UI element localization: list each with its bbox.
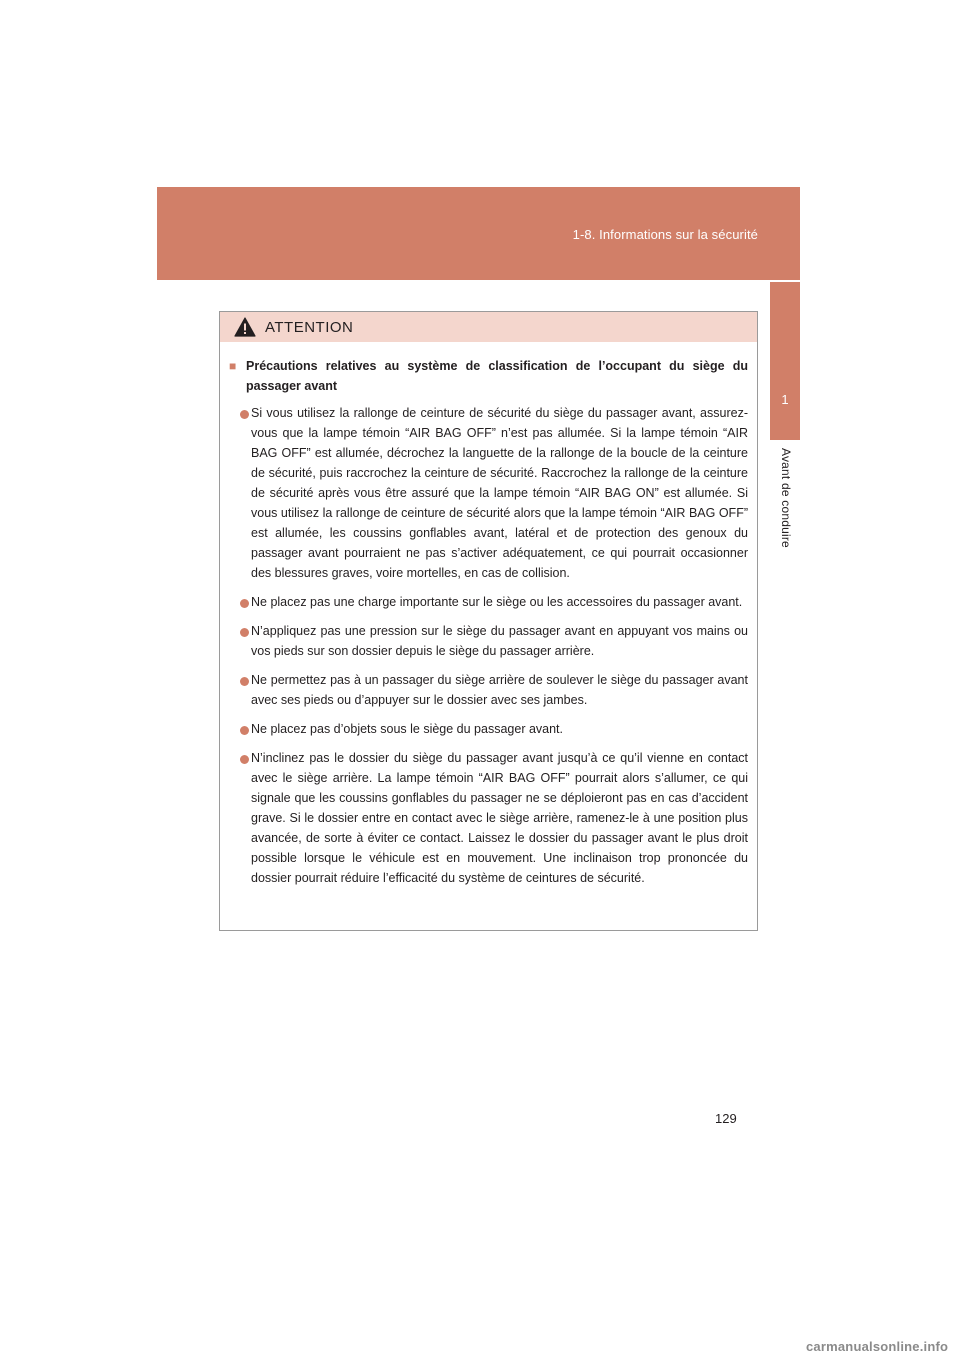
warning-header — [220, 312, 757, 342]
warning-body — [220, 342, 757, 888]
list-item — [229, 670, 748, 710]
list-item — [229, 592, 748, 612]
bullet-dot-icon — [240, 410, 249, 419]
chapter-side-label-text: Avant de conduire — [779, 448, 793, 548]
list-item — [229, 621, 748, 661]
list-item — [229, 748, 748, 888]
list-item-text: Ne permettez pas à un passager du siège arrière de soulever le siège du passager avant avec ses pieds ou d’appuyer sur le dossier avec ses jambes. — [251, 673, 748, 707]
bullet-dot-icon — [240, 599, 249, 608]
subhead-square-marker: ■ — [229, 359, 237, 373]
warning-triangle-icon — [234, 317, 256, 337]
section-title: 1-8. Informations sur la sécurité — [572, 227, 758, 242]
bullet-dot-icon — [240, 755, 249, 764]
watermark: carmanualsonline.info — [806, 1339, 949, 1354]
warning-bullet-list — [229, 403, 748, 888]
warning-subhead-text: Précautions relatives au système de classification de l’occupant du siège du passager avant — [246, 359, 748, 393]
bullet-dot-icon — [240, 726, 249, 735]
bullet-dot-icon — [240, 628, 249, 637]
warning-box — [219, 311, 758, 931]
chapter-tab — [770, 282, 800, 440]
page-number: 129 — [715, 1111, 737, 1126]
list-item-text: Si vous utilisez la rallonge de ceinture de sécurité du siège du passager avant, assurez-vous que la lampe témoin “AIR BAG OFF” n’est pas allumée. Si la lampe témoin “AIR BAG OFF” est allumée, décrochez la languette de la rallonge de la boucle de la ceinture de sécurité, puis raccrochez la ceinture de sécurité. Raccrochez la rallonge de la ceinture de sécurité après vous être assuré que la lampe témoin “AIR BAG ON” est allumée. Si vous utilisez la rallonge de ceinture de sécurité alors que la lampe témoin “AIR BAG OFF” est allumée, les coussins gonflables avant, latéral et de protection des genoux du passager avant pourraient ne pas s’activer adéquatement, ce qui pourrait occasionner des blessures graves, voire mortelles, en cas de collision. — [251, 406, 748, 580]
list-item-text: Ne placez pas une charge importante sur le siège ou les accessoires du passager avant. — [251, 595, 743, 609]
chapter-number: 1 — [781, 392, 789, 407]
header-band — [157, 187, 800, 280]
list-item — [229, 719, 748, 739]
warning-subhead — [229, 356, 748, 396]
chapter-side-label — [770, 448, 800, 568]
list-item-text: N’appliquez pas une pression sur le siège du passager avant en appuyant vos mains ou vos pieds sur son dossier depuis le siège du passager arrière. — [251, 624, 748, 658]
list-item-text: N’inclinez pas le dossier du siège du passager avant jusqu’à ce qu’il vienne en contact avec le siège arrière. La lampe témoin “AIR BAG OFF” pourrait alors s’allumer, ce qui signale que les coussins gonflables du passager ne se déploieront pas en cas d’accident grave. Si le dossier entre en contact avec le siège arrière, ramenez-le à une position plus avancée, de sorte à éviter ce contact. Laissez le dossier du passager avant le plus droit possible lorsque le véhicule est en mouvement. Une inclinaison trop prononcée du dossier pourrait réduire l’efficacité du système de ceintures de sécurité. — [251, 751, 748, 885]
list-item-text: Ne placez pas d’objets sous le siège du passager avant. — [251, 722, 563, 736]
list-item — [229, 403, 748, 583]
warning-title: ATTENTION — [265, 318, 354, 336]
bullet-dot-icon — [240, 677, 249, 686]
